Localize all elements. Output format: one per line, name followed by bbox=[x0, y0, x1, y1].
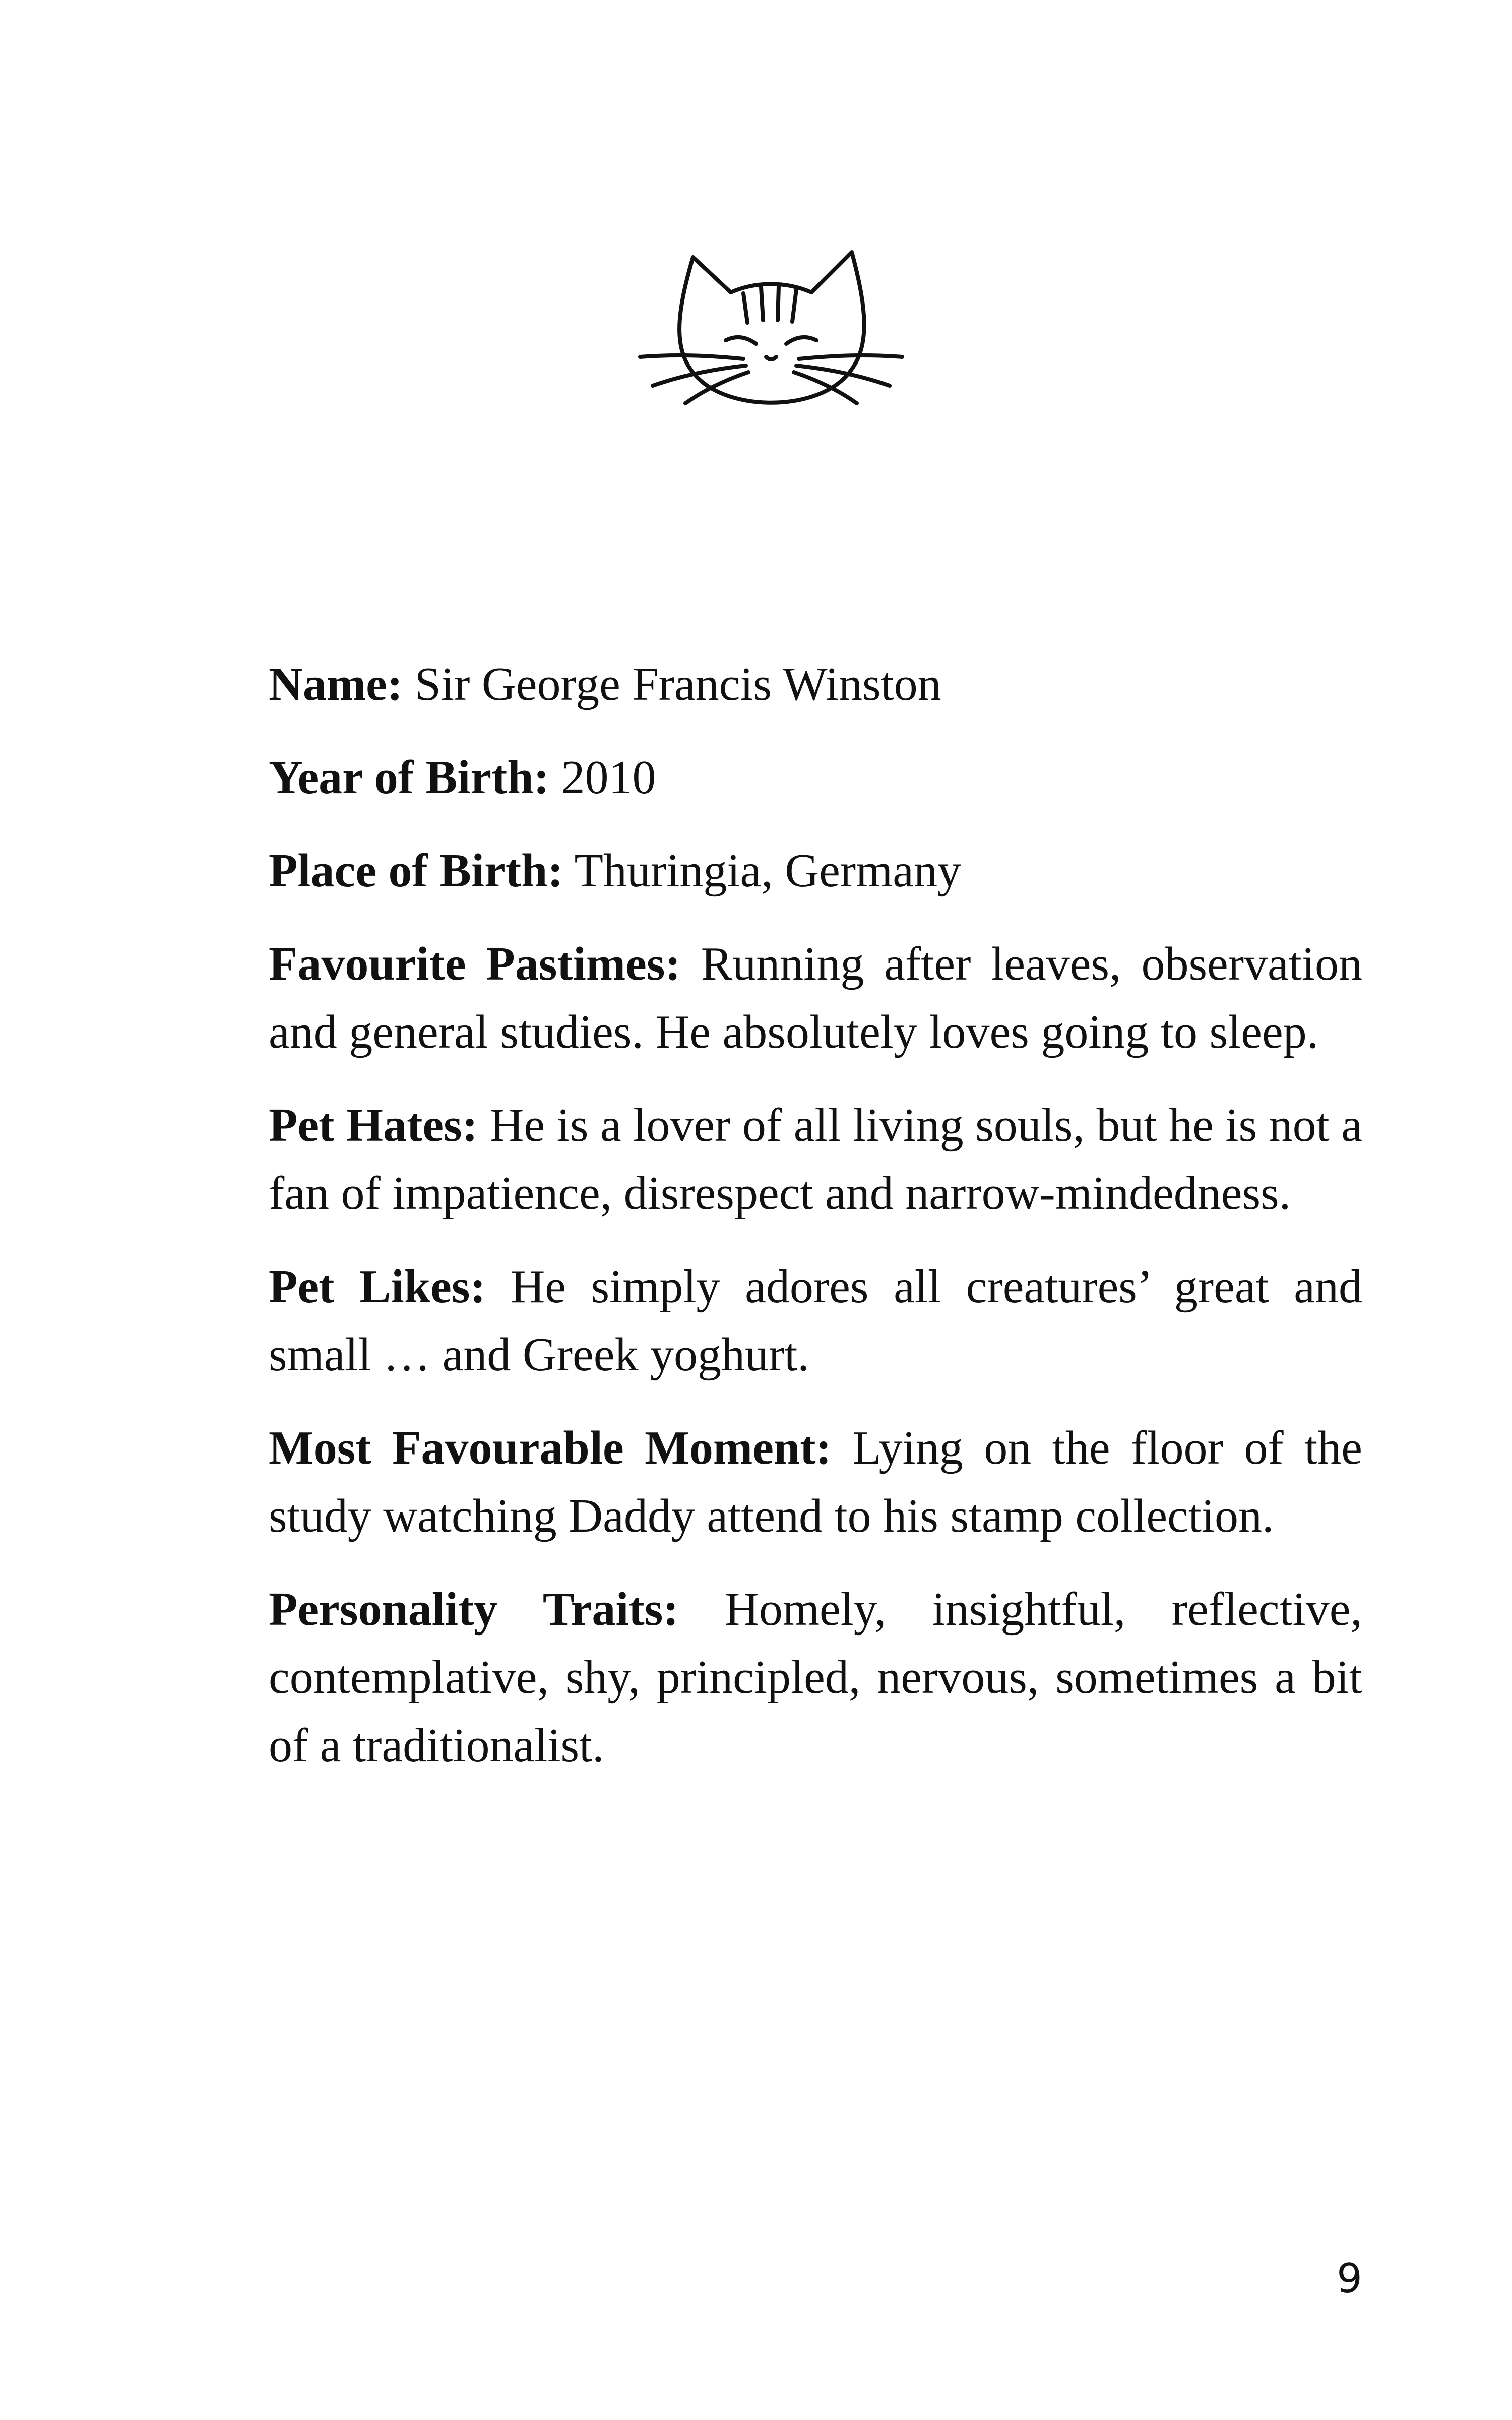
pet-likes-label: Pet Likes: bbox=[269, 1260, 486, 1313]
pet-hates-entry bbox=[269, 1092, 1362, 1228]
name-value: Sir George Francis Winston bbox=[414, 658, 941, 710]
year-of-birth-label: Year of Birth: bbox=[269, 751, 549, 804]
page-number: 9 bbox=[1337, 2255, 1362, 2302]
name-entry bbox=[269, 650, 1362, 718]
most-favourable-moment-value: Lying on the floor of the study watching Daddy attend to his stamp collection. bbox=[269, 1422, 1362, 1542]
most-favourable-moment-label: Most Favourable Moment: bbox=[269, 1422, 832, 1474]
place-of-birth-value: Thuringia, Germany bbox=[574, 844, 961, 897]
most-favourable-moment-entry bbox=[269, 1414, 1362, 1550]
cat-face-icon bbox=[638, 237, 905, 413]
pet-likes-value: He simply adores all creatures’ great and small … and Greek yoghurt. bbox=[269, 1260, 1363, 1381]
favourite-pastimes-value: Running after leaves, observation and general studies. He absolutely loves going to sleep. bbox=[269, 938, 1363, 1058]
pet-hates-value: He is a lover of all living souls, but he is not a fan of impatience, disrespect and narrow-mindedness. bbox=[269, 1099, 1363, 1220]
personality-traits-entry bbox=[269, 1576, 1362, 1780]
place-of-birth-label: Place of Birth: bbox=[269, 844, 563, 897]
pet-hates-label: Pet Hates: bbox=[269, 1099, 478, 1152]
personality-traits-value: Homely, insightful, reflective, contemplative, shy, principled, nervous, sometimes a bit of a traditionalist. bbox=[269, 1583, 1362, 1772]
year-of-birth-entry bbox=[269, 744, 1362, 812]
pet-likes-entry bbox=[269, 1253, 1362, 1389]
place-of-birth-entry bbox=[269, 837, 1362, 905]
name-label: Name: bbox=[269, 658, 403, 710]
favourite-pastimes-entry bbox=[269, 930, 1362, 1066]
favourite-pastimes-label: Favourite Pastimes: bbox=[269, 938, 681, 990]
year-of-birth-value: 2010 bbox=[561, 751, 656, 804]
personality-traits-label: Personality Traits: bbox=[269, 1583, 679, 1636]
cat-profile bbox=[269, 650, 1362, 1805]
